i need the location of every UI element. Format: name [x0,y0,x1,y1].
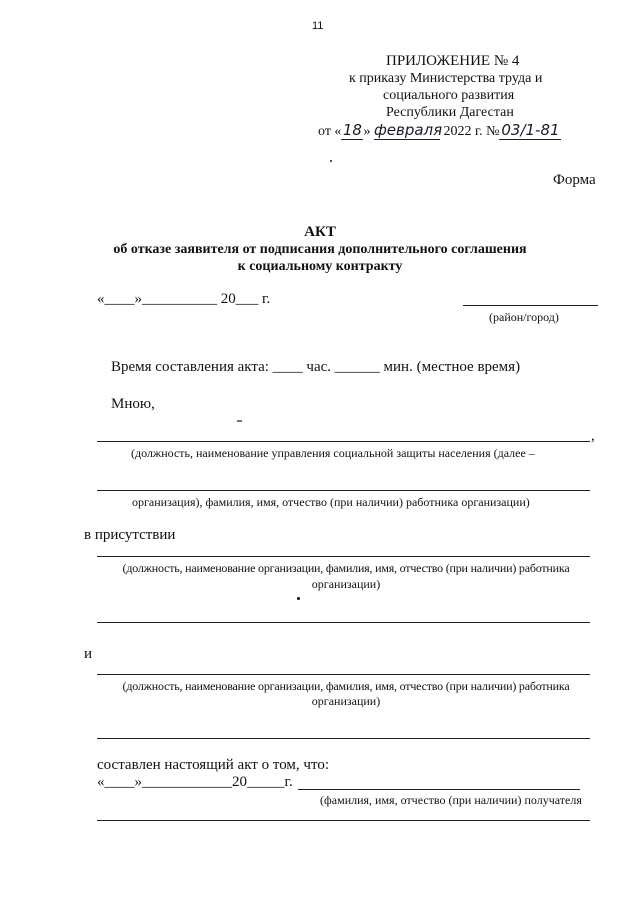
second-person-line [97,674,590,675]
act-time-line: Время составления акта: ____ час. ______ мин. (местное время) [111,359,521,375]
scan-speck [237,420,242,422]
presence-line [97,556,590,557]
official-caption-1: (должность, наименование управления социальной защиты населения (далее – [131,446,535,460]
official-line-2 [97,490,590,491]
page-number: 11 [312,20,324,32]
order-month-handwritten: февраля [373,121,443,139]
scan-speck [297,597,300,600]
composed-statement: составлен настоящий акт о том, что: [97,757,329,773]
me-label: Мною, [111,396,155,412]
order-from-prefix: от « [318,124,342,139]
order-date-line [318,121,561,140]
second-person-caption-line-1: (должность, наименование организации, фамилия, имя, отчество (при наличии) работника [122,679,570,693]
official-caption-2: организация), фамилия, имя, отчество (при наличии) работника организации) [132,495,530,509]
district-underline [463,305,598,306]
official-line-comma: , [591,428,595,444]
appendix-title: ПРИЛОЖЕНИЕ № 4 [386,53,520,69]
scan-speck [330,160,332,162]
second-person-extra-line [97,738,590,739]
order-quote-close: » [363,124,371,139]
appendix-line-2: социального развития [383,88,515,103]
appendix-line-3: Республики Дагестан [386,105,514,120]
presence-extra-line [97,622,590,623]
recipient-date-line: «____»____________20_____г. [97,774,293,790]
order-year-number-label: 2022 г. № [443,124,500,139]
and-label: и [84,646,93,662]
document-title: АКТ [304,224,336,240]
recipient-caption: (фамилия, имя, отчество (при наличии) получателя [320,793,582,807]
act-date-line: «____»__________ 20___ г. [97,291,271,307]
district-caption: (район/город) [489,310,559,324]
presence-caption-line-1: (должность, наименование организации, фамилия, имя, отчество (при наличии) работника [122,561,570,575]
order-number-handwritten: 03/1-81 [501,121,560,139]
order-day-handwritten: 18 [342,121,362,139]
form-label: Форма [553,172,596,188]
appendix-line-1: к приказу Министерства труда и [349,71,543,86]
presence-caption-line-2: организации) [311,577,381,591]
document-subtitle-line-2: к социальному контракту [237,259,403,274]
recipient-name-line [298,789,580,790]
document-subtitle-line-1: об отказе заявителя от подписания дополнительного соглашения [113,242,527,257]
recipient-extra-line [97,820,590,821]
official-line-1 [97,441,590,442]
presence-label: в присутствии [84,527,176,543]
second-person-caption-line-2: организации) [311,694,381,708]
